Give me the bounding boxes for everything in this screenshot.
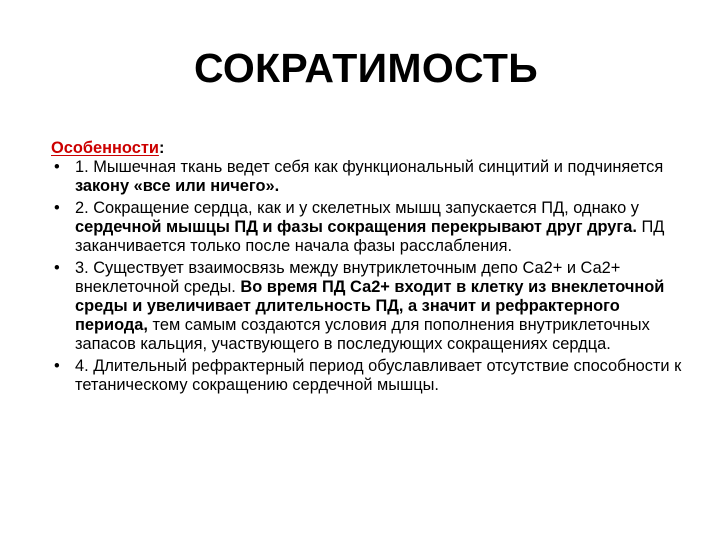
bullet-icon: • xyxy=(54,199,60,217)
features-heading: Особенности xyxy=(51,139,159,157)
bullet-icon: • xyxy=(54,357,60,375)
item-emphasis: сердечной мышцы ПД и фазы сокращения перекрывают друг друга. xyxy=(75,218,637,236)
bullet-icon: • xyxy=(54,158,60,176)
list-item xyxy=(51,259,691,354)
slide-content xyxy=(51,139,691,395)
item-text-continued: ПД заканчивается только после начала фазы расслабления. xyxy=(75,218,665,255)
item-text-continued: тем самым создаются условия для пополнения внутриклеточных запасов кальция, участвующего в последующих сокращениях сердца. xyxy=(75,316,650,353)
slide-title: СОКРАТИМОСТЬ xyxy=(193,45,539,91)
list-item xyxy=(51,357,691,395)
features-list xyxy=(51,158,691,395)
features-heading-line xyxy=(51,139,691,158)
bullet-icon: • xyxy=(54,259,60,277)
item-text: 3. Существует взаимосвязь между внутриклеточным депо Са2+ и Са2+ внеклеточной среды. xyxy=(75,259,621,296)
list-item xyxy=(51,158,691,196)
item-text: 4. Длительный рефрактерный период обуславливает отсутствие способности к тетаническому сокращению сердечной мышцы. xyxy=(75,357,682,394)
features-heading-colon: : xyxy=(158,139,165,157)
list-item xyxy=(51,199,691,256)
item-text: 2. Сокращение сердца, как и у скелетных мышц запускается ПД, однако у xyxy=(75,199,639,217)
item-text: 1. Мышечная ткань ведет себя как функциональный синцитий и подчиняется xyxy=(75,158,664,176)
item-emphasis: закону «все или ничего». xyxy=(75,177,280,195)
item-emphasis: Во время ПД Са2+ входит в клетку из внеклеточной среды и увеличивает длительность ПД, а значит и рефрактерного периода, xyxy=(75,278,665,334)
